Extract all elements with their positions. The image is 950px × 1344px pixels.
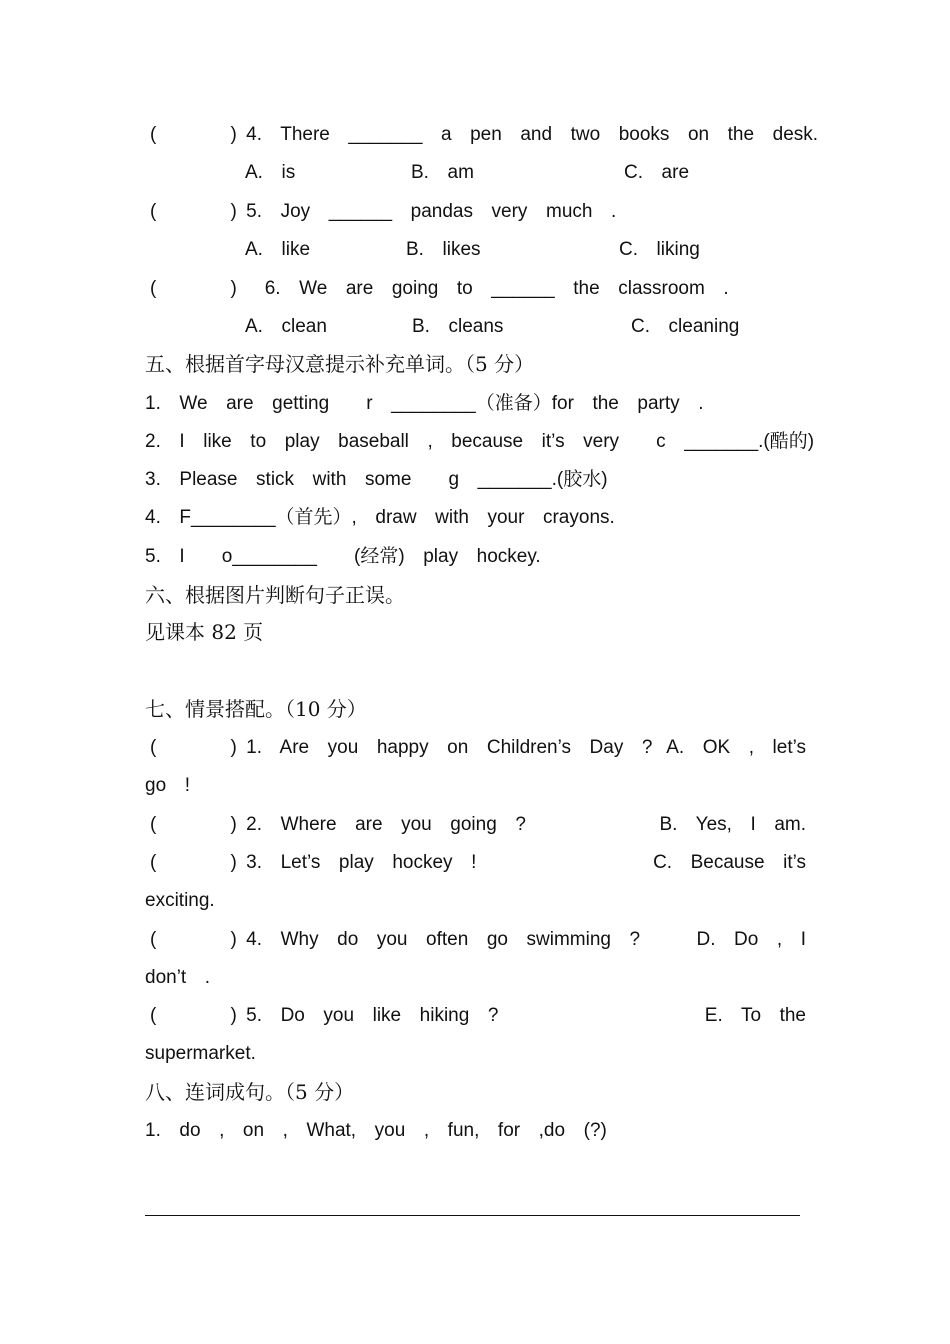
question-4-option-a: A. is xyxy=(245,162,296,183)
question-4-stem: ( ) 4. There _______ a pen and two books on the desk. xyxy=(150,124,819,145)
question-4-option-b: B. am xyxy=(411,162,474,183)
match-item-1-answer-cont: go ! xyxy=(145,775,190,796)
match-item-1-answer: A. OK , let’s xyxy=(666,737,806,758)
match-item-2-answer: B. Yes, I am. xyxy=(659,814,806,835)
match-item-4-question: ( ) 4. Why do you often go swimming ? xyxy=(150,929,641,950)
question-5-option-b: B. likes xyxy=(406,239,481,260)
fill-in-item-5: 5. I o________ (经常) play hockey. xyxy=(145,546,541,567)
question-6-stem: ( ) 6. We are going to ______ the classroom . xyxy=(150,278,729,299)
fill-in-item-3: 3. Please stick with some g _______.(胶水) xyxy=(145,469,608,490)
match-item-5-question: ( ) 5. Do you like hiking ? xyxy=(150,1005,499,1026)
question-5-option-a: A. like xyxy=(245,239,311,260)
sentence-item-1: 1. do , on , What, you , fun, for ,do (?) xyxy=(145,1120,607,1141)
section-6-heading: 六、根据图片判断句子正误。 xyxy=(145,583,405,607)
section-6-note: 见课本 82 页 xyxy=(145,620,264,644)
match-item-2-question: ( ) 2. Where are you going ? xyxy=(150,814,526,835)
question-6-option-c: C. cleaning xyxy=(631,316,740,337)
match-item-4-answer-cont: don’t . xyxy=(145,967,211,988)
match-item-3-answer: C. Because it’s xyxy=(653,852,806,873)
question-4-option-c: C. are xyxy=(624,162,690,183)
question-5-option-c: C. liking xyxy=(619,239,700,260)
fill-in-item-1: 1. We are getting r ________（准备）for the party . xyxy=(145,393,704,414)
section-8-heading: 八、连词成句。（5 分） xyxy=(145,1080,355,1104)
match-item-3-answer-cont: exciting. xyxy=(145,890,215,911)
match-item-5-answer-cont: supermarket. xyxy=(145,1043,256,1064)
match-item-1-question: ( ) 1. Are you happy on Children’s Day ? xyxy=(150,737,653,758)
question-5-stem: ( ) 5. Joy ______ pandas very much . xyxy=(150,201,617,222)
fill-in-item-4: 4. F________（首先）, draw with your crayons. xyxy=(145,507,615,528)
match-item-5-answer: E. To the xyxy=(704,1005,806,1026)
fill-in-item-2: 2. I like to play baseball , because it’s very c _______.(酷的) xyxy=(145,431,815,452)
match-item-4-answer: D. Do , I xyxy=(696,929,806,950)
question-6-option-b: B. cleans xyxy=(412,316,504,337)
question-6-option-a: A. clean xyxy=(245,316,327,337)
match-item-3-question: ( ) 3. Let’s play hockey ! xyxy=(150,852,477,873)
section-7-heading: 七、情景搭配。（10 分） xyxy=(145,697,367,721)
answer-line xyxy=(145,1215,800,1216)
section-5-heading: 五、根据首字母汉意提示补充单词。（5 分） xyxy=(145,352,535,376)
